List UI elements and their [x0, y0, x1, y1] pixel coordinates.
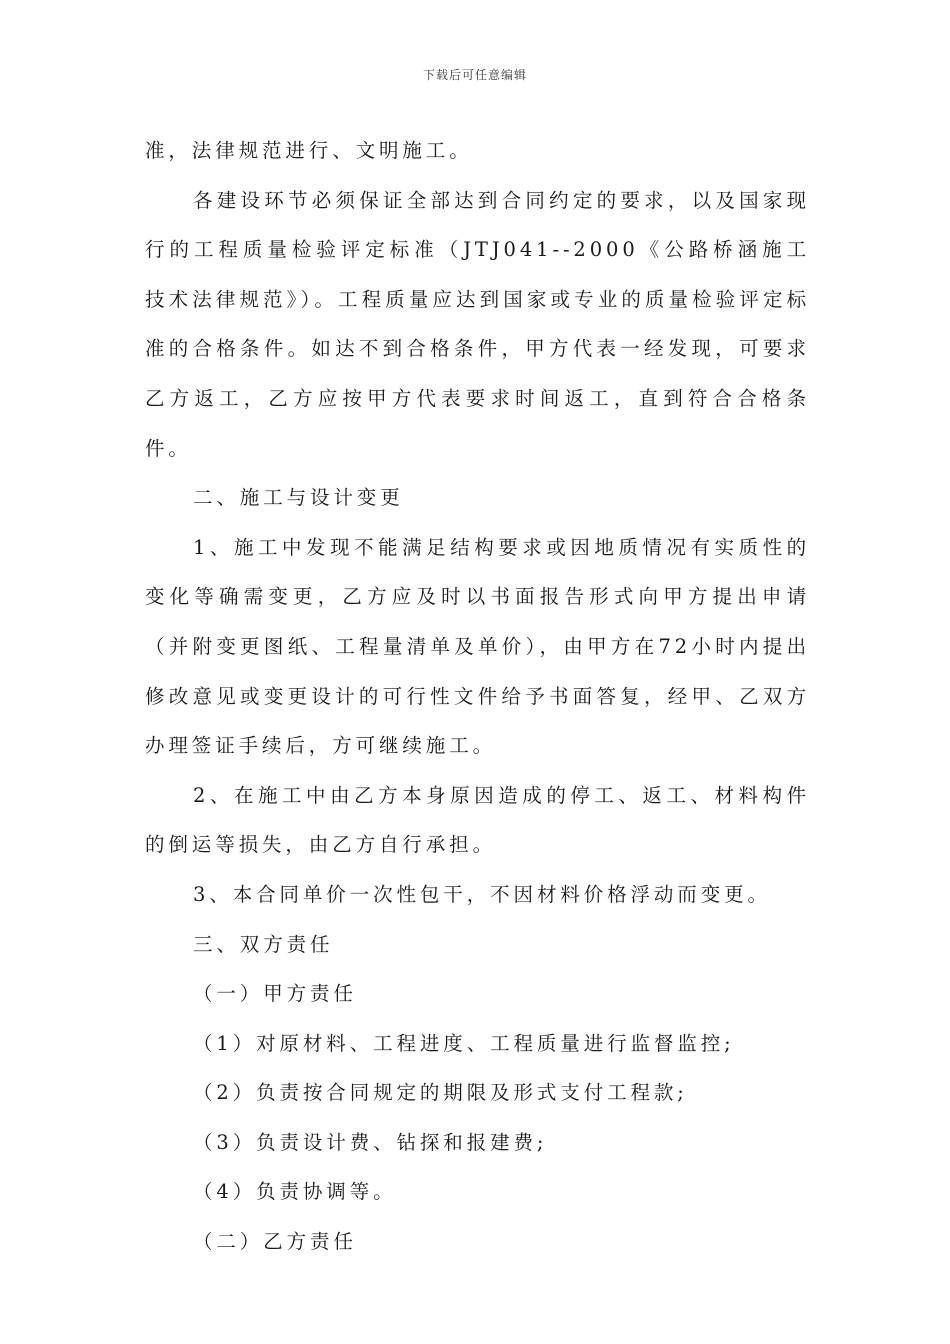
list-item-party-a-3: （3）负责设计费、钻探和报建费;: [193, 1130, 548, 1154]
document-body: [145, 126, 810, 1267]
list-item-party-a-1: （1）对原材料、工程进度、工程质量进行监督监控;: [193, 1031, 735, 1055]
list-item-party-a-4: （4）负责协调等。: [193, 1180, 397, 1204]
paragraph-change-item-2: 2、在施工中由乙方本身原因造成的停工、返工、材料构件的倒运等损失，由乙方自行承担。: [145, 783, 810, 857]
list-item-party-a-2: （2）负责按合同规定的期限及形式支付工程款;: [193, 1081, 688, 1105]
subheading-party-b: （二）乙方责任: [193, 1230, 357, 1254]
section-heading-responsibilities: 三、双方责任: [193, 932, 334, 956]
paragraph-change-item-1: 1、施工中发现不能满足结构要求或因地质情况有实质性的变化等确需变更，乙方应及时以书面报告形式向甲方提出申请（并附变更图纸、工程量清单及单价），由甲方在72小时内提出修改意见或变更设计的可行性文件给予书面答复，经甲、乙双方办理签证手续后，方可继续施工。: [145, 535, 810, 758]
page-header: 下载后可任意编辑: [422, 68, 527, 82]
paragraph-change-item-3: 3、本合同单价一次性包干，不因材料价格浮动而变更。: [193, 882, 771, 906]
paragraph-continuation: 准，法律规范进行、文明施工。: [145, 139, 473, 162]
section-heading-design-change: 二、施工与设计变更: [193, 486, 404, 510]
subheading-party-a: （一）甲方责任: [193, 982, 357, 1006]
paragraph-quality-standard: 各建设环节必须保证全部达到合同约定的要求，以及国家现行的工程质量检验评定标准（JTJ041--2000《公路桥涵施工技术法律规范》）。工程质量应达到国家或专业的质量检验评定标准的合格条件。如达不到合格条件，甲方代表一经发现，可要求乙方返工，乙方应按甲方代表要求时间返工，直到符合合格条件。: [145, 188, 810, 460]
